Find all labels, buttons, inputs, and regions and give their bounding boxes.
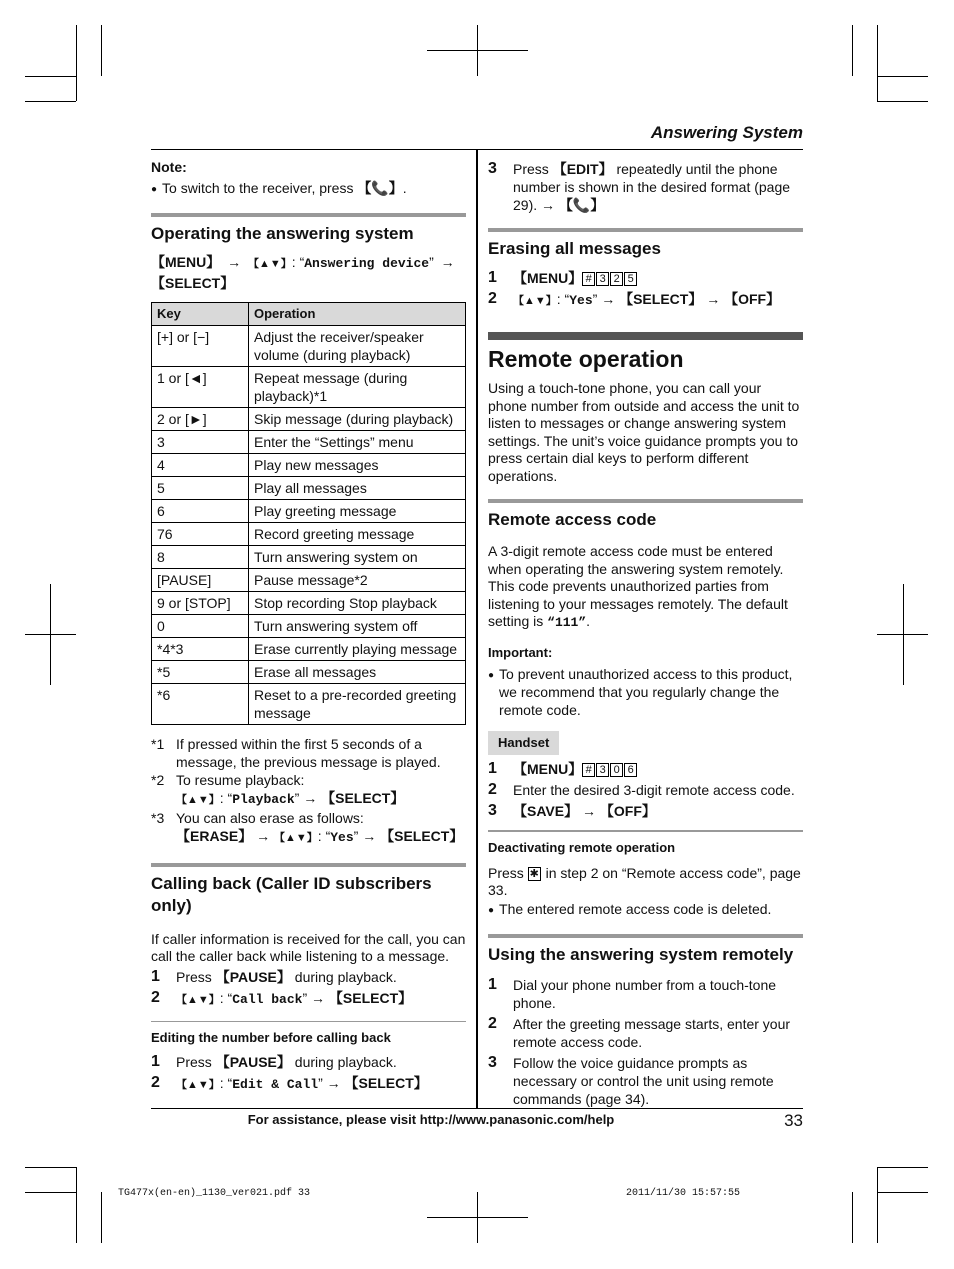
step-text: Dial your phone number from a touch-tone phone. <box>513 976 777 1011</box>
playback-option: Playback <box>232 792 295 807</box>
step-number: 1 <box>488 269 497 286</box>
select-key: 【 SELECT 】 <box>151 275 234 291</box>
table-cell-key: [+] or [−] <box>152 326 249 367</box>
footnote-mark: *3 <box>151 810 165 826</box>
step-text-pre: Press <box>176 969 212 985</box>
dial-key: 3 <box>596 272 609 286</box>
crop-mark <box>852 25 853 76</box>
remote-code-body: A 3-digit remote access code must be entered when operating the answering system remotely. This code prevents unauthorized parties from listening to your messages remotely. The default setting is “111”. <box>488 543 788 630</box>
dial-key: 3 <box>596 763 609 777</box>
dial-key: 5 <box>624 272 637 286</box>
handset-tag: Handset <box>488 731 559 755</box>
yes-option: Yes <box>330 830 354 845</box>
off-key: 【 OFF 】 <box>600 803 656 819</box>
deactivating-bullet-text: The entered remote access code is deleted. <box>499 900 772 917</box>
crop-mark <box>877 634 928 635</box>
table-cell-operation: Adjust the receiver/speaker volume (during playback) <box>249 326 466 367</box>
table-cell-key: [PAUSE] <box>152 569 249 592</box>
star-key: ✱ <box>529 867 539 880</box>
table-cell-operation: Stop recording Stop playback <box>249 592 466 615</box>
remote-step-2 <box>488 1015 803 1051</box>
table-cell-key: *6 <box>152 684 249 725</box>
step-number: 1 <box>488 975 497 993</box>
step-number: 2 <box>488 290 497 307</box>
table-cell-operation: Play all messages <box>249 477 466 500</box>
step-number: 2 <box>151 989 160 1006</box>
table-row <box>152 592 466 615</box>
table-header-key: Key <box>152 303 249 326</box>
table-cell-key: *4*3 <box>152 638 249 661</box>
step-text: Enter the desired 3-digit remote access code. <box>513 781 795 798</box>
step-text: Follow the voice guidance prompts as necessary or control the unit using remote commands (page 34). <box>513 1054 774 1107</box>
footer-help-text: For assistance, please visit http://www.panasonic.com/help <box>247 1112 615 1127</box>
crop-mark <box>852 1192 853 1243</box>
step-text-pre: Press <box>513 161 549 177</box>
calling-back-intro: If caller information is received for the call, you can call the caller back while listening to a message. <box>151 931 466 964</box>
step-text: 【▲▼】: “Call back” → 【 SELECT 】 <box>176 989 466 1009</box>
table-cell-key: 2 or [►] <box>152 408 249 431</box>
table-row <box>152 684 466 725</box>
select-key: 【 SELECT 】 <box>619 291 702 307</box>
section-title-remote-access-code: Remote access code <box>488 499 803 531</box>
select-key: 【 SELECT 】 <box>380 828 463 844</box>
table-cell-operation: Repeat message (during playback)*1 <box>249 367 466 408</box>
yes-option: Yes <box>569 293 593 308</box>
table-cell-operation: Record greeting message <box>249 523 466 546</box>
navigator-updown-icon: 【▲▼】 <box>274 832 318 844</box>
deactivating-body <box>488 865 803 900</box>
crop-mark <box>877 1167 928 1168</box>
table-cell-operation: Pause message*2 <box>249 569 466 592</box>
table-body <box>152 326 466 725</box>
table-row <box>152 408 466 431</box>
save-key: 【 SAVE 】 <box>513 803 578 819</box>
operations-table <box>151 302 466 725</box>
table-cell-operation: Erase currently playing message <box>249 638 466 661</box>
pause-key: 【 PAUSE 】 <box>216 1054 291 1070</box>
step-text-pre: Press <box>176 1054 212 1070</box>
dial-key: # <box>582 272 595 286</box>
erase-step-2 <box>488 290 803 310</box>
table-cell-key: 1 or [◄] <box>152 367 249 408</box>
crop-mark <box>76 25 77 101</box>
navigator-updown-icon: 【▲▼】 <box>176 1079 220 1091</box>
right-column <box>488 150 803 1111</box>
page-number: 33 <box>784 1111 803 1130</box>
pause-key: 【 PAUSE 】 <box>216 969 291 985</box>
table-row <box>152 500 466 523</box>
talk-key-icon: 【📞】 <box>357 180 403 196</box>
file-date: 2011/11/30 15:57:55 <box>626 1188 741 1199</box>
step-text: Press 【 EDIT 】 repeatedly until the phone number is shown in the desired format (page 29). → 【📞】 <box>513 160 803 214</box>
bullet-icon <box>488 900 499 920</box>
table-cell-key: 8 <box>152 546 249 569</box>
crop-mark <box>25 101 76 102</box>
bullet-icon <box>488 665 499 719</box>
table-row <box>152 454 466 477</box>
table-row <box>152 638 466 661</box>
talk-key-icon: 【📞】 <box>558 197 605 213</box>
dial-key: 6 <box>624 763 637 777</box>
table-row <box>152 546 466 569</box>
step-text: 【▲▼】: “Yes” → 【 SELECT 】 → 【 OFF 】 <box>513 290 803 310</box>
step-text: After the greeting message starts, enter your remote access code. <box>513 1015 791 1050</box>
table-row <box>152 661 466 684</box>
table-cell-operation: Play new messages <box>249 454 466 477</box>
edit-step-2 <box>151 1074 466 1094</box>
menu-key: 【 MENU 】 <box>513 270 582 286</box>
crop-mark <box>877 25 878 101</box>
step-number: 1 <box>151 1053 160 1070</box>
table-cell-key: 3 <box>152 431 249 454</box>
section-title-using-remotely: Using the answering system remotely <box>488 934 803 966</box>
crop-mark <box>25 1167 76 1168</box>
code-step-1 <box>488 760 803 778</box>
section-title-remote-operation: Remote operation <box>488 332 803 368</box>
crop-mark <box>76 1167 77 1243</box>
file-name: TG477x(en-en)_1130_ver021.pdf 33 <box>118 1188 311 1199</box>
step-number: 3 <box>488 1053 497 1071</box>
table-cell-operation: Reset to a pre-recorded greeting message <box>249 684 466 725</box>
table-row <box>152 523 466 546</box>
crop-mark <box>427 50 528 51</box>
footnotes <box>151 735 466 847</box>
table-header-operation: Operation <box>249 303 466 326</box>
table-cell-key: 9 or [STOP] <box>152 592 249 615</box>
table-row <box>152 569 466 592</box>
section-title-operating: Operating the answering system <box>151 213 466 245</box>
table-cell-key: *5 <box>152 661 249 684</box>
table-cell-operation: Play greeting message <box>249 500 466 523</box>
navigator-updown-icon: 【▲▼】 <box>176 994 220 1006</box>
crop-mark <box>25 1192 76 1193</box>
step-number: 2 <box>488 780 497 798</box>
dial-key: # <box>582 763 595 777</box>
dial-keys <box>582 761 638 777</box>
note-text: To switch to the receiver, press <box>162 180 354 196</box>
crop-mark <box>25 634 76 635</box>
step-number: 3 <box>488 160 497 177</box>
step-number: 1 <box>151 968 160 985</box>
arrow-icon: → <box>227 254 242 270</box>
subsection-title-editing: Editing the number before calling back <box>151 1021 466 1047</box>
bullet-icon <box>151 180 162 196</box>
table-row <box>152 326 466 367</box>
remote-code-body-text: A 3-digit remote access code must be entered when operating the answering system remotely. This code prevents unauthorized parties from listening to your messages remotely. The default setting is <box>488 543 788 629</box>
important-item <box>488 665 803 719</box>
menu-key: 【 MENU 】 <box>151 254 220 270</box>
answering-device-option: Answering device <box>304 256 430 271</box>
step-2 <box>151 989 466 1009</box>
step-number: 2 <box>488 1014 497 1032</box>
step-text-post: during playback. <box>294 969 397 985</box>
step-text: 【▲▼】: “Edit & Call” → 【 SELECT 】 <box>176 1074 466 1094</box>
edit-call-option: Edit & Call <box>232 1077 319 1092</box>
crop-mark <box>101 25 102 76</box>
remote-intro: Using a touch-tone phone, you can call your phone number from outside and access the unit to listen to messages or change answering system settings. The unit’s voice guidance prompts you to press certain dial keys to perform different operations. <box>488 380 800 484</box>
crop-mark <box>877 1192 928 1193</box>
deactivating-pre: Press <box>488 864 524 881</box>
footnote-text: If pressed within the first 5 seconds of a message, the previous message is played. <box>176 736 441 770</box>
table-cell-operation: Enter the “Settings” menu <box>249 431 466 454</box>
select-key: 【 SELECT 】 <box>321 790 404 806</box>
crop-mark <box>877 101 928 102</box>
operating-path: 【 MENU 】 → 【▲▼】: “Answering device” → 【 SELECT 】 <box>151 253 466 293</box>
remote-step-1 <box>488 976 803 1012</box>
table-cell-operation: Skip message (during playback) <box>249 408 466 431</box>
table-cell-operation: Erase all messages <box>249 661 466 684</box>
step-text <box>513 269 803 287</box>
table-cell-operation: Turn answering system on <box>249 546 466 569</box>
call-back-option: Call back <box>232 992 303 1007</box>
select-key: 【 SELECT 】 <box>329 990 412 1006</box>
step-text-post: during playback. <box>294 1054 397 1070</box>
column-divider <box>476 150 478 1108</box>
erase-step-1 <box>488 269 803 287</box>
deactivating-post: in step 2 on “Remote access code”, page 33. <box>488 864 801 898</box>
select-key: 【 SELECT 】 <box>345 1075 428 1091</box>
table-cell-key: 4 <box>152 454 249 477</box>
table-header-row <box>152 303 466 326</box>
left-column <box>151 150 466 1097</box>
crop-mark <box>101 1192 102 1243</box>
footnote-1 <box>151 735 466 771</box>
step-1 <box>151 968 466 986</box>
section-title-calling-back: Calling back (Caller ID subscribers only) <box>151 863 466 917</box>
crop-mark <box>25 76 76 77</box>
menu-key: 【 MENU 】 <box>513 761 582 777</box>
crop-mark <box>427 1217 528 1218</box>
table-cell-key: 76 <box>152 523 249 546</box>
step-text: 【 SAVE 】 → 【 OFF 】 <box>513 802 803 820</box>
navigator-updown-icon: 【▲▼】 <box>248 258 292 270</box>
step-text <box>176 968 466 986</box>
table-row <box>152 477 466 500</box>
note-item: ● To switch to the receiver, press 【📞】. <box>151 179 466 199</box>
step-text <box>176 1053 466 1071</box>
table-cell-operation: Turn answering system off <box>249 615 466 638</box>
table-row <box>152 615 466 638</box>
step-text <box>513 760 803 778</box>
off-key: 【 OFF 】 <box>724 291 780 307</box>
crop-mark <box>877 76 928 77</box>
default-code: “111” <box>547 615 587 630</box>
important-text: To prevent unauthorized access to this product, we recommend that you regularly change the remote code. <box>499 665 793 718</box>
edit-step-3 <box>488 160 803 214</box>
footnote-3-text: You can also erase as follows: <box>176 810 364 826</box>
crop-mark <box>877 1167 878 1243</box>
navigator-updown-icon: 【▲▼】 <box>513 295 557 307</box>
subsection-title-deactivating: Deactivating remote operation <box>488 830 803 857</box>
footnote-mark: *2 <box>151 772 165 788</box>
footnote-3 <box>151 809 466 847</box>
footnote-2-text: To resume playback: <box>176 772 305 788</box>
note-label: Note: <box>151 159 187 175</box>
edit-key: 【 EDIT 】 <box>553 161 613 177</box>
navigator-updown-icon: 【▲▼】 <box>176 794 220 806</box>
step-number: 2 <box>151 1074 160 1091</box>
arrow-icon: → <box>440 254 455 270</box>
step-number: 1 <box>488 759 497 777</box>
table-row <box>152 367 466 408</box>
important-label: Important: <box>488 644 553 660</box>
dial-key: 2 <box>610 272 623 286</box>
code-step-2 <box>488 781 803 799</box>
step-text-post: repeatedly until the phone number is shown in the desired format (page 29). <box>513 161 791 213</box>
edit-step-1 <box>151 1053 466 1071</box>
page-header-title: Answering System <box>650 123 803 142</box>
footnote-text: You can also erase as follows: 【 ERASE 】 → 【▲▼】: “Yes” → 【 SELECT 】 <box>176 809 466 847</box>
table-cell-key: 6 <box>152 500 249 523</box>
dial-keys <box>582 270 638 286</box>
footnote-mark: *1 <box>151 736 165 752</box>
table-cell-key: 0 <box>152 615 249 638</box>
deactivating-item <box>488 900 803 920</box>
code-step-3 <box>488 802 803 820</box>
section-title-erasing: Erasing all messages <box>488 228 803 260</box>
dial-key: 0 <box>610 763 623 777</box>
footnote-2 <box>151 771 466 809</box>
footer-rule <box>151 1108 803 1109</box>
table-cell-key: 5 <box>152 477 249 500</box>
table-row <box>152 431 466 454</box>
erase-key: 【 ERASE 】 <box>176 828 252 844</box>
step-number: 3 <box>488 801 497 819</box>
footnote-text: To resume playback: 【▲▼】: “Playback” → 【 SELECT 】 <box>176 771 466 809</box>
remote-step-3 <box>488 1054 803 1108</box>
